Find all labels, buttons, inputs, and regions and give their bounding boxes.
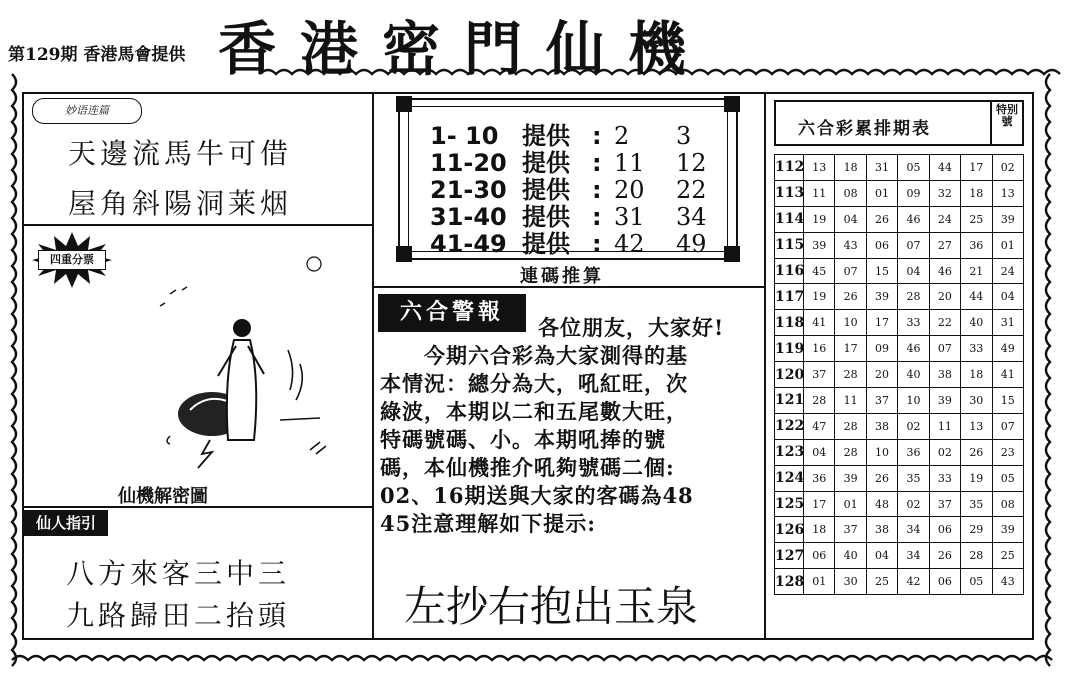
draw-number-cell: 04 [804, 439, 835, 465]
draw-number-cell: 18 [961, 180, 992, 206]
draw-number-cell: 17 [835, 336, 866, 362]
draw-number-cell: 33 [898, 310, 929, 336]
special-number-cell: 25 [992, 543, 1023, 569]
draw-number-cell: 09 [866, 336, 897, 362]
draw-number-cell: 36 [804, 465, 835, 491]
draw-number-cell: 15 [866, 258, 897, 284]
draw-number-cell: 43 [835, 232, 866, 258]
supply-num-b: 22 [676, 176, 707, 204]
draw-number-cell: 44 [961, 284, 992, 310]
draw-number-cell: 46 [898, 206, 929, 232]
special-number-cell: 05 [992, 465, 1023, 491]
table-row [775, 180, 1024, 206]
period-number: 116 [775, 258, 804, 284]
draw-number-cell: 05 [898, 155, 929, 181]
special-number-label: 特别號 [996, 103, 1018, 128]
supply-num-a: 42 [614, 230, 645, 258]
warning-line: 今期六合彩為大家測得的基 [424, 343, 688, 368]
special-number-cell: 23 [992, 439, 1023, 465]
verse-line-2: 屋角斜陽洞莱烟 [68, 187, 293, 220]
draw-number-cell: 17 [961, 155, 992, 181]
draw-number-cell: 41 [804, 310, 835, 336]
special-number-cell: 04 [992, 284, 1023, 310]
table-row [775, 413, 1024, 439]
draw-number-cell: 37 [929, 491, 960, 517]
draw-number-cell: 36 [898, 439, 929, 465]
draw-number-cell: 16 [804, 336, 835, 362]
draw-number-cell: 38 [866, 517, 897, 543]
draw-number-cell: 45 [804, 258, 835, 284]
draw-number-cell: 34 [898, 543, 929, 569]
draw-number-cell: 37 [866, 388, 897, 414]
period-number: 124 [775, 465, 804, 491]
period-number: 127 [775, 543, 804, 569]
draw-number-cell: 09 [898, 180, 929, 206]
divider-left [372, 92, 374, 640]
divider-right [764, 92, 766, 640]
period-number: 128 [775, 569, 804, 595]
verse-line-1: 天邊流馬牛可借 [68, 137, 293, 170]
warning-line: 特碼號碼、小。本期吼捧的號 [380, 427, 666, 452]
period-number: 125 [775, 491, 804, 517]
draw-number-cell: 39 [835, 465, 866, 491]
warning-line: 45注意理解如下提示: [380, 511, 596, 536]
table-header-divider [990, 100, 992, 146]
special-number-cell: 07 [992, 413, 1023, 439]
table-row [775, 491, 1024, 517]
draw-number-cell: 18 [961, 362, 992, 388]
draw-number-cell: 26 [866, 465, 897, 491]
draw-number-cell: 28 [835, 362, 866, 388]
warning-line: 綠波，本期以二和五尾數大旺， [380, 399, 688, 424]
draw-number-cell: 06 [866, 232, 897, 258]
guide-label: 仙人指引 [24, 510, 108, 536]
draw-number-cell: 25 [866, 569, 897, 595]
draw-number-cell: 18 [835, 155, 866, 181]
draw-number-cell: 39 [929, 388, 960, 414]
supply-row [430, 224, 738, 259]
draw-number-cell: 35 [898, 465, 929, 491]
draw-number-cell: 17 [804, 491, 835, 517]
draw-number-cell: 11 [929, 413, 960, 439]
draw-number-cell: 46 [898, 336, 929, 362]
draw-number-cell: 28 [835, 439, 866, 465]
special-number-cell: 41 [992, 362, 1023, 388]
draw-number-cell: 37 [804, 362, 835, 388]
corner-ornament-tl [396, 96, 412, 112]
period-number: 115 [775, 232, 804, 258]
draw-number-cell: 30 [961, 388, 992, 414]
special-number-cell: 01 [992, 232, 1023, 258]
supply-label: 提供 [522, 230, 570, 258]
draw-number-cell: 28 [804, 388, 835, 414]
draw-number-cell: 19 [961, 465, 992, 491]
draw-number-cell: 02 [898, 413, 929, 439]
draw-number-cell: 02 [898, 491, 929, 517]
sage-illustration [150, 250, 350, 480]
period-number: 117 [775, 284, 804, 310]
supply-caption: 連碼推算 [520, 266, 604, 287]
table-row [775, 569, 1024, 595]
corner-ornament-tr [724, 96, 740, 112]
table-row [775, 310, 1024, 336]
table-row [775, 258, 1024, 284]
draw-number-cell: 33 [961, 336, 992, 362]
illustration-caption: 仙機解密圖 [118, 486, 208, 507]
supply-label: 提供 [522, 122, 570, 150]
period-number: 121 [775, 388, 804, 414]
warning-greeting: 各位朋友，大家好! [538, 315, 725, 340]
draw-number-cell: 42 [898, 569, 929, 595]
special-number-cell: 49 [992, 336, 1023, 362]
warning-line: 碼，本仙機推介吼夠號碼二個: [380, 455, 675, 480]
draw-number-cell: 11 [804, 180, 835, 206]
draw-number-cell: 04 [835, 206, 866, 232]
draw-number-cell: 20 [866, 362, 897, 388]
draw-number-cell: 35 [961, 491, 992, 517]
table-title: 六合彩累排期表 [798, 119, 931, 139]
supply-num-b: 12 [676, 149, 707, 177]
special-number-cell: 02 [992, 155, 1023, 181]
table-row [775, 439, 1024, 465]
footer-verse: 左抄右抱出玉泉 [404, 582, 699, 631]
draw-number-cell: 05 [961, 569, 992, 595]
draw-number-cell: 40 [961, 310, 992, 336]
special-number-cell: 39 [992, 517, 1023, 543]
period-number: 126 [775, 517, 804, 543]
supply-label: 提供 [522, 176, 570, 204]
supply-num-a: 11 [614, 149, 645, 177]
table-row [775, 232, 1024, 258]
draw-number-cell: 28 [961, 543, 992, 569]
draw-number-cell: 29 [961, 517, 992, 543]
draw-number-cell: 28 [898, 284, 929, 310]
draw-number-cell: 10 [866, 439, 897, 465]
draw-number-cell: 10 [898, 388, 929, 414]
table-row [775, 388, 1024, 414]
draw-history-body [775, 155, 1024, 595]
draw-number-cell: 48 [866, 491, 897, 517]
table-row [775, 155, 1024, 181]
period-number: 120 [775, 362, 804, 388]
supply-sep: : [592, 230, 602, 258]
draw-number-cell: 01 [866, 180, 897, 206]
draw-number-cell: 46 [929, 258, 960, 284]
draw-number-cell: 18 [804, 517, 835, 543]
draw-number-cell: 20 [929, 284, 960, 310]
draw-number-cell: 30 [835, 569, 866, 595]
draw-number-cell: 06 [929, 569, 960, 595]
draw-number-cell: 27 [929, 232, 960, 258]
divider-left-top [22, 224, 372, 226]
draw-number-cell: 28 [835, 413, 866, 439]
draw-number-cell: 39 [866, 284, 897, 310]
draw-number-cell: 38 [866, 413, 897, 439]
period-number: 119 [775, 336, 804, 362]
supply-range: 21-30 [430, 176, 507, 204]
draw-number-cell: 36 [961, 232, 992, 258]
draw-number-cell: 34 [898, 517, 929, 543]
supply-label: 提供 [522, 203, 570, 231]
table-row [775, 336, 1024, 362]
period-number: 122 [775, 413, 804, 439]
draw-number-cell: 07 [929, 336, 960, 362]
draw-number-cell: 21 [961, 258, 992, 284]
verse-line-4: 九路歸田二抬頭 [66, 599, 291, 632]
draw-number-cell: 26 [835, 284, 866, 310]
supply-num-a: 20 [614, 176, 645, 204]
draw-number-cell: 31 [866, 155, 897, 181]
draw-number-cell: 44 [929, 155, 960, 181]
supply-range: 1- 10 [430, 122, 499, 150]
draw-number-cell: 01 [804, 569, 835, 595]
supply-num-b: 3 [676, 122, 692, 150]
draw-number-cell: 24 [929, 206, 960, 232]
supply-num-a: 31 [614, 203, 645, 231]
draw-number-cell: 32 [929, 180, 960, 206]
verse-badge: 妙语连篇 [32, 98, 142, 124]
draw-number-cell: 04 [898, 258, 929, 284]
draw-number-cell: 10 [835, 310, 866, 336]
burst-label: 四重分票 [38, 250, 106, 270]
supply-sep: : [592, 176, 602, 204]
corner-ornament-bl [396, 246, 412, 262]
period-number: 123 [775, 439, 804, 465]
supply-label: 提供 [522, 149, 570, 177]
issue-number: 第129期 香港馬會提供 [8, 45, 186, 65]
draw-number-cell: 37 [835, 517, 866, 543]
draw-number-cell: 13 [961, 413, 992, 439]
special-number-cell: 24 [992, 258, 1023, 284]
page-title: 香港密門仙機 [218, 15, 711, 83]
draw-number-cell: 19 [804, 206, 835, 232]
verse-line-3: 八方來客三中三 [66, 557, 291, 590]
warning-line: 02、16期送與大家的客碼為48 [380, 483, 694, 508]
draw-number-cell: 11 [835, 388, 866, 414]
supply-num-a: 2 [614, 122, 630, 150]
draw-number-cell: 47 [804, 413, 835, 439]
draw-number-cell: 38 [929, 362, 960, 388]
draw-history-table [774, 154, 1024, 595]
draw-number-cell: 06 [929, 517, 960, 543]
special-number-cell: 08 [992, 491, 1023, 517]
draw-number-cell: 40 [835, 543, 866, 569]
warning-label: 六合警報 [378, 294, 526, 332]
special-number-cell: 31 [992, 310, 1023, 336]
draw-number-cell: 22 [929, 310, 960, 336]
supply-range: 31-40 [430, 203, 507, 231]
draw-number-cell: 08 [835, 180, 866, 206]
draw-number-cell: 13 [804, 155, 835, 181]
draw-number-cell: 07 [835, 258, 866, 284]
table-row [775, 517, 1024, 543]
period-number: 113 [775, 180, 804, 206]
draw-number-cell: 17 [866, 310, 897, 336]
supply-sep: : [592, 203, 602, 231]
table-row [775, 206, 1024, 232]
warning-line: 本情況：總分為大，吼紅旺，次 [380, 371, 688, 396]
draw-number-cell: 02 [929, 439, 960, 465]
supply-range: 11-20 [430, 149, 507, 177]
supply-num-b: 34 [676, 203, 707, 231]
draw-number-cell: 39 [804, 232, 835, 258]
draw-number-cell: 26 [866, 206, 897, 232]
period-number: 112 [775, 155, 804, 181]
special-number-cell: 13 [992, 180, 1023, 206]
supply-range: 41-49 [430, 230, 507, 258]
draw-number-cell: 33 [929, 465, 960, 491]
table-row [775, 465, 1024, 491]
period-number: 114 [775, 206, 804, 232]
period-number: 118 [775, 310, 804, 336]
draw-number-cell: 40 [898, 362, 929, 388]
draw-number-cell: 26 [929, 543, 960, 569]
table-row [775, 543, 1024, 569]
supply-sep: : [592, 149, 602, 177]
special-number-cell: 15 [992, 388, 1023, 414]
draw-number-cell: 06 [804, 543, 835, 569]
supply-num-b: 49 [676, 230, 707, 258]
supply-sep: : [592, 122, 602, 150]
special-number-cell: 39 [992, 206, 1023, 232]
draw-number-cell: 26 [961, 439, 992, 465]
draw-number-cell: 07 [898, 232, 929, 258]
draw-number-cell: 19 [804, 284, 835, 310]
table-row [775, 284, 1024, 310]
draw-number-cell: 01 [835, 491, 866, 517]
special-number-cell: 43 [992, 569, 1023, 595]
table-row [775, 362, 1024, 388]
draw-number-cell: 04 [866, 543, 897, 569]
draw-number-cell: 25 [961, 206, 992, 232]
